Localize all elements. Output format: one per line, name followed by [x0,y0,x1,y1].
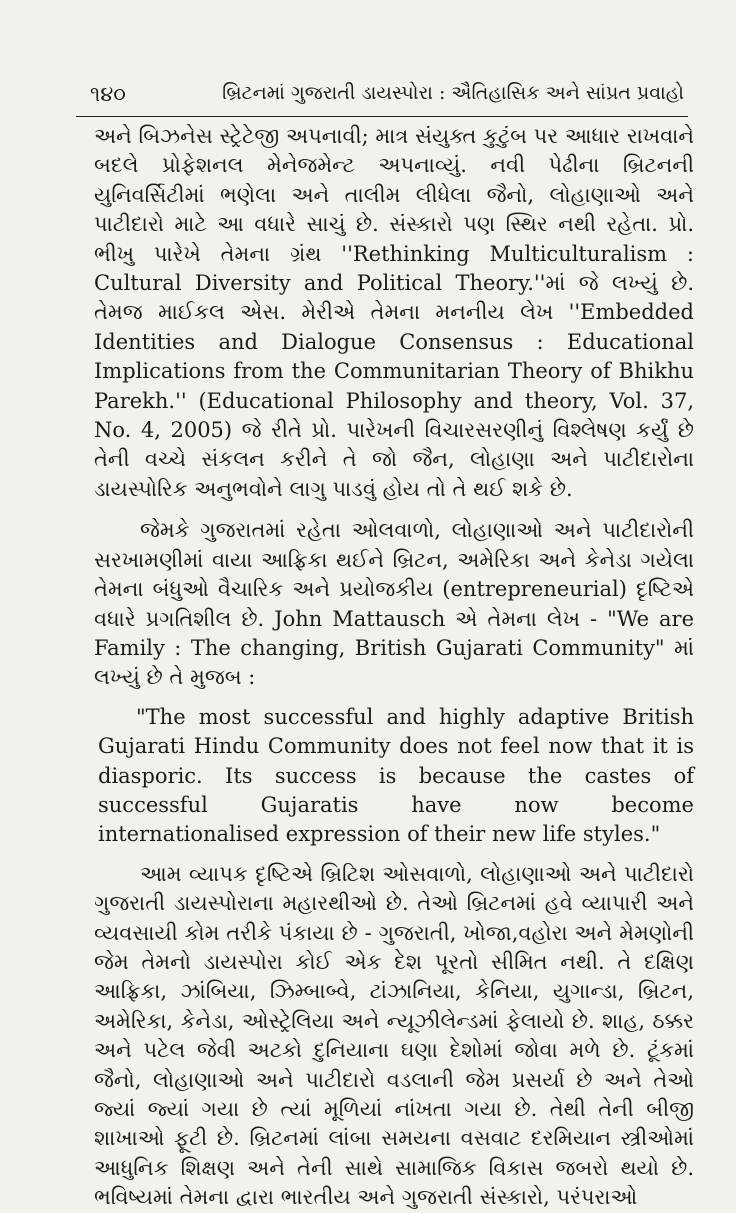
block-quote: "The most successful and highly adaptive British Gujarati Hindu Community does not feel now that it is diasporic. Its success is because the castes of successful Gujaratis have now become internationalised expression of their new life styles." [98,704,694,847]
paragraph-2: જેમકે ગુજરાતમાં રહેતા ઓલવાળો, લોહાણાઓ અને પાટીદારોની સરખામણીમાં વાયા આફ્રિકા થઈને બ્રિટન, અમેરિકા અને કેનેડા ગયેલા તેમના બંધુઓ વૈચારિક અને પ્રયોજકીય (entrepreneurial) દૃષ્ટિએ વધારે પ્રગતિશીલ છે. John Mattausch એ તેમના લેખ - "We are Family : The changing, British Gujarati Community" માં લખ્યું છે તે મુજબ : [94,518,694,690]
running-header [76,76,688,117]
page-number: ૧૪૦ [90,82,126,106]
running-title: બ્રિટનમાં ગુજરાતી ડાયસ્પોરા : ઐતિહાસિક અને સાંપ્રત પ્રવાહો [222,82,684,104]
paragraph-3: આમ વ્યાપક દૃષ્ટિએ બ્રિટિશ ઓસવાળો, લોહાણાઓ અને પાટીદારો ગુજરાતી ડાયસ્પોરાના મહારથીઓ છે. તેઓ બ્રિટનમાં હવે વ્યાપારી અને વ્યવસાયી કોમ તરીકે પંકાયા છે - ગુજરાતી, ખોજા,વહોરા અને મેમણોની જેમ તેમનો ડાયસ્પોરા કોઈ એક દેશ પૂરતો સીમિત નથી. તે દક્ષિણ આફ્રિકા, ઝાંબિયા, ઝિમ્બાબ્વે, ટાંઝાનિયા, કેનિયા, યુગાન્ડા, બ્રિટન, અમેરિકા, કેનેડા, ઓસ્ટ્રેલિયા અને ન્યૂઝીલેન્ડમાં ફેલાયો છે. શાહ, ઠક્કર અને પટેલ જેવી અટકો દુનિયાના ઘણા દેશોમાં જોવા મળે છે. ટૂંકમાં જૈનો, લોહાણાઓ અને પાટીદારો વડલાની જેમ પ્રસર્યા છે અને તેઓ જ્યાં જ્યાં ગયા છે ત્યાં મૂળિયાં નાંખતા ગયા છે. તેથી તેની બીજી શાખાઓ ફૂટી છે. બ્રિટનમાં લાંબા સમયના વસવાટ દરમિયાન સ્ત્રીઓમાં આધુનિક શિક્ષણ અને તેની સાથે સામાજિક વિકાસ જબરો થયો છે. ભવિષ્યમાં તેમના દ્વારા ભારતીય અને ગુજરાતી સંસ્કારો, પરંપરાઓ [94,861,694,1210]
page-body [94,122,694,1213]
paragraph-1: અને બિઝનેસ સ્ટ્રેટેજી અપનાવી; માત્ર સંયુક્ત કુટુંબ પર આધાર રાખવાને બદલે પ્રોફેશનલ મેનેજમેન્ટ અપનાવ્યું. નવી પેઢીના બ્રિટનની યુનિવર્સિટીમાં ભણેલા અને તાલીમ લીધેલા જૈનો, લોહાણાઓ અને પાટીદારો માટે આ વધારે સાચું છે. સંસ્કારો પણ સ્થિર નથી રહેતા. પ્રો. ભીખુ પારેખે તેમના ગ્રંથ ''Rethinking Multiculturalism : Cultural Diversity and Political Theory.''માં જે લખ્યું છે. તેમજ માઈકલ એસ. મેરીએ તેમના મનનીય લેખ ''Embedded Identities and Dialogue Consensus : Educational Implications from the Communitarian Theory of Bhikhu Parekh.'' (Educational Philosophy and theory, Vol. 37, No. 4, 2005) જે રીતે પ્રો. પારેખની વિચારસરણીનું વિશ્લેષણ કર્યું છે તેની વચ્ચે સંકલન કરીને તે જો જૈન, લોહાણા અને પાટીદારોના ડાયસ્પોરિક અનુભવોને લાગુ પાડવું હોય તો તે થઈ શકે છે. [94,124,694,501]
